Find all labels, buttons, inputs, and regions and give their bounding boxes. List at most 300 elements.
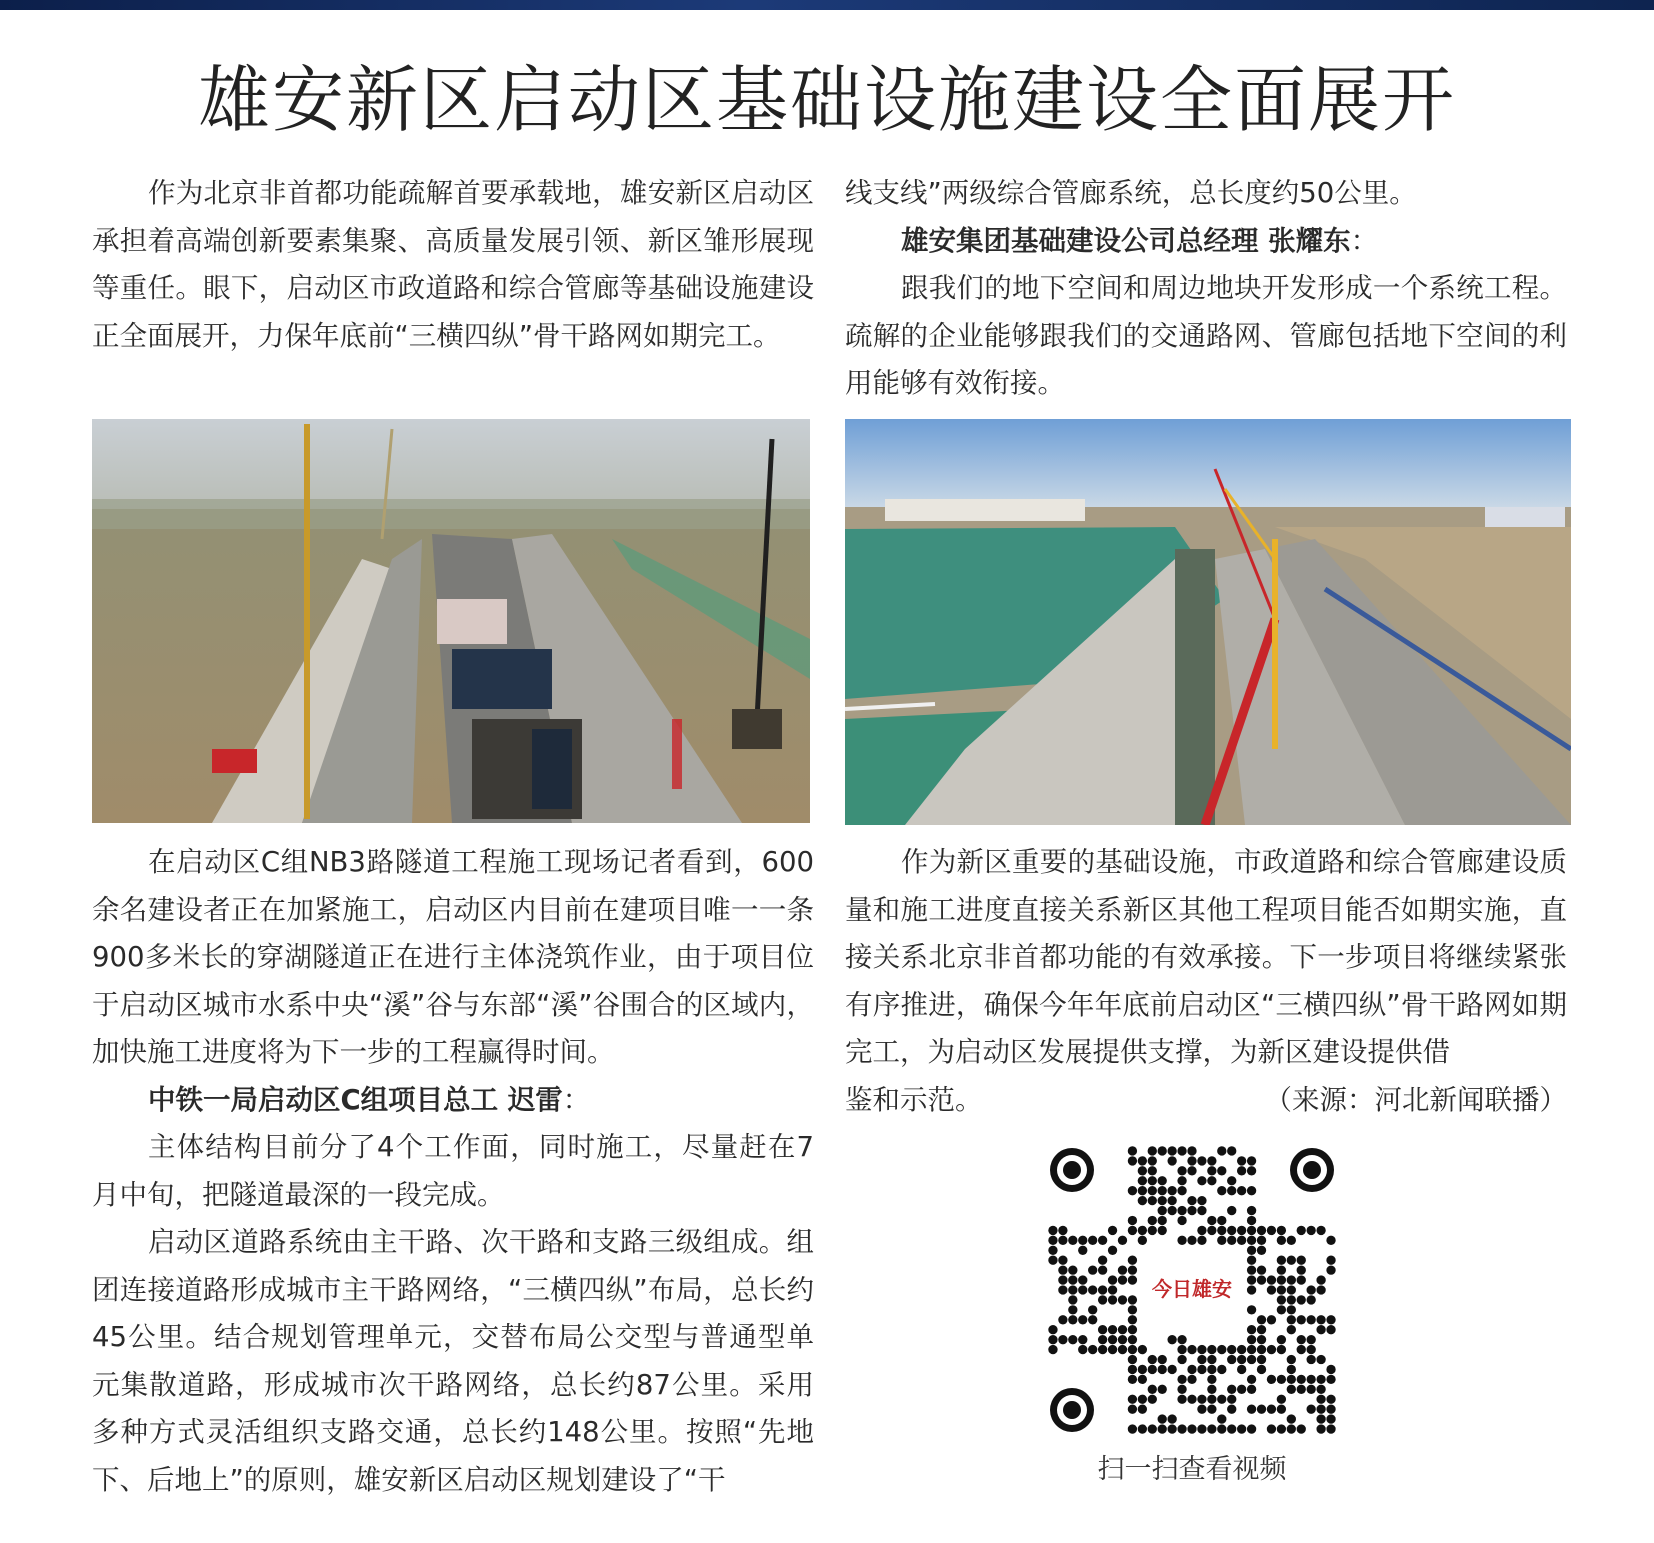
qr-module xyxy=(1207,1405,1216,1414)
qr-module xyxy=(1326,1315,1335,1324)
qr-module xyxy=(1197,1355,1206,1364)
qr-module xyxy=(1257,1315,1266,1324)
utility-tunnel-photo xyxy=(845,419,1571,825)
qr-module xyxy=(1128,1256,1137,1265)
qr-module xyxy=(1167,1365,1176,1374)
qr-module xyxy=(1316,1405,1325,1414)
qr-module xyxy=(1326,1375,1335,1384)
tunnel-construction-photo xyxy=(92,419,810,823)
qr-module xyxy=(1167,1206,1176,1215)
qr-module xyxy=(1247,1335,1256,1344)
qr-module xyxy=(1207,1355,1216,1364)
qr-module xyxy=(1247,1246,1256,1255)
qr-module xyxy=(1197,1365,1206,1374)
qr-module xyxy=(1257,1246,1266,1255)
qr-module xyxy=(1177,1375,1186,1384)
qr-module xyxy=(1058,1256,1067,1265)
qr-module xyxy=(1187,1395,1196,1404)
qr-module xyxy=(1148,1156,1157,1165)
speaker2-quote: 跟我们的地下空间和周边地块开发形成一个系统工程。疏解的企业能够跟我们的交通路网、管廊包括地下空间的利用能够有效衔接。 xyxy=(845,272,1567,399)
qr-module xyxy=(1148,1395,1157,1404)
qr-module xyxy=(1237,1166,1246,1175)
qr-module xyxy=(1108,1335,1117,1344)
qr-module xyxy=(1227,1236,1236,1245)
qr-module xyxy=(1297,1295,1306,1304)
qr-module xyxy=(1128,1295,1137,1304)
top-accent-bar xyxy=(0,0,1654,10)
qr-module xyxy=(1068,1285,1077,1294)
qr-module xyxy=(1177,1385,1186,1394)
qr-module xyxy=(1177,1335,1186,1344)
qr-module xyxy=(1158,1176,1167,1185)
qr-module xyxy=(1068,1295,1077,1304)
qr-module xyxy=(1277,1265,1286,1274)
qr-module xyxy=(1287,1424,1296,1433)
qr-module xyxy=(1267,1275,1276,1284)
qr-module xyxy=(1128,1186,1137,1195)
qr-module xyxy=(1277,1375,1286,1384)
qr-module xyxy=(1326,1395,1335,1404)
qr-module xyxy=(1267,1285,1276,1294)
qr-module xyxy=(1207,1424,1216,1433)
qr-module xyxy=(1128,1146,1137,1155)
qr-module xyxy=(1217,1414,1226,1423)
qr-module xyxy=(1177,1166,1186,1175)
utility-tunnel-photo-image xyxy=(845,419,1571,825)
qr-module xyxy=(1098,1285,1107,1294)
qr-module xyxy=(1138,1186,1147,1195)
conclusion-last-line xyxy=(845,1077,1567,1125)
qr-module xyxy=(1088,1265,1097,1274)
qr-module xyxy=(1207,1375,1216,1384)
qr-module xyxy=(1128,1275,1137,1284)
qr-module xyxy=(1048,1236,1057,1245)
qr-module xyxy=(1326,1256,1335,1265)
qr-module xyxy=(1257,1355,1266,1364)
qr-module xyxy=(1247,1325,1256,1334)
qr-module xyxy=(1078,1335,1087,1344)
qr-module xyxy=(1297,1385,1306,1394)
left-column-bottom xyxy=(92,839,814,1504)
speaker2-name: 雄安集团基础建设公司总经理 张耀东 xyxy=(901,224,1351,257)
qr-module xyxy=(1128,1355,1137,1364)
qr-module xyxy=(1247,1305,1256,1314)
qr-module xyxy=(1287,1285,1296,1294)
qr-finder-bottom-left xyxy=(1050,1388,1094,1432)
qr-module xyxy=(1217,1345,1226,1354)
qr-module xyxy=(1227,1146,1236,1155)
qr-module xyxy=(1197,1424,1206,1433)
qr-module xyxy=(1138,1365,1147,1374)
qr-module xyxy=(1128,1315,1137,1324)
qr-module xyxy=(1177,1216,1186,1225)
qr-module xyxy=(1227,1405,1236,1414)
qr-module xyxy=(1287,1236,1296,1245)
qr-module xyxy=(1307,1405,1316,1414)
qr-module xyxy=(1098,1265,1107,1274)
qr-module xyxy=(1287,1355,1296,1364)
qr-module xyxy=(1237,1236,1246,1245)
qr-module xyxy=(1227,1206,1236,1215)
qr-module xyxy=(1078,1246,1087,1255)
qr-module xyxy=(1287,1414,1296,1423)
tunnel-paragraph: 在启动区C组NB3路隧道工程施工现场记者看到，600余名建设者正在加紧施工，启动区内目前在建项目唯一一条900多米长的穿湖隧道正在进行主体浇筑作业，由于项目位于启动区城市水系中央“溪”谷与东部“溪”谷围合的区域内，加快施工进度将为下一步的工程赢得时间。 xyxy=(92,846,814,1068)
qr-module xyxy=(1048,1345,1057,1354)
qr-module xyxy=(1307,1295,1316,1304)
qr-module xyxy=(1307,1385,1316,1394)
qr-module xyxy=(1048,1325,1057,1334)
qr-module xyxy=(1257,1275,1266,1284)
qr-module xyxy=(1128,1265,1137,1274)
qr-module xyxy=(1098,1256,1107,1265)
qr-module xyxy=(1277,1395,1286,1404)
qr-module xyxy=(1297,1315,1306,1324)
qr-module xyxy=(1197,1226,1206,1235)
qr-module xyxy=(1058,1315,1067,1324)
qr-module xyxy=(1108,1325,1117,1334)
speaker1-name: 中铁一局启动区C组项目总工 迟雷 xyxy=(148,1083,563,1116)
qr-module xyxy=(1227,1395,1236,1404)
qr-module xyxy=(1088,1236,1097,1245)
qr-module xyxy=(1128,1305,1137,1314)
qr-module xyxy=(1187,1365,1196,1374)
qr-module xyxy=(1138,1375,1147,1384)
qr-module xyxy=(1158,1424,1167,1433)
qr-module xyxy=(1217,1216,1226,1225)
qr-module xyxy=(1287,1325,1296,1334)
qr-module xyxy=(1316,1275,1325,1284)
qr-module xyxy=(1148,1176,1157,1185)
qr-module xyxy=(1277,1405,1286,1414)
qr-module xyxy=(1297,1424,1306,1433)
qr-module xyxy=(1177,1355,1186,1364)
qr-module xyxy=(1138,1226,1147,1235)
qr-module xyxy=(1128,1365,1137,1374)
qr-module xyxy=(1287,1365,1296,1374)
qr-module xyxy=(1316,1395,1325,1404)
qr-module xyxy=(1247,1186,1256,1195)
qr-module xyxy=(1247,1424,1256,1433)
right-column-bottom xyxy=(845,839,1567,1124)
qr-module xyxy=(1167,1335,1176,1344)
qr-module xyxy=(1128,1325,1137,1334)
qr-module xyxy=(1316,1285,1325,1294)
qr-module xyxy=(1148,1424,1157,1433)
qr-module xyxy=(1237,1186,1246,1195)
qr-module xyxy=(1158,1186,1167,1195)
qr-module xyxy=(1187,1166,1196,1175)
qr-module xyxy=(1257,1335,1266,1344)
qr-module xyxy=(1158,1216,1167,1225)
qr-module xyxy=(1158,1226,1167,1235)
qr-module xyxy=(1128,1405,1137,1414)
qr-module xyxy=(1068,1315,1077,1324)
qr-module xyxy=(1207,1156,1216,1165)
qr-module xyxy=(1098,1335,1107,1344)
qr-module xyxy=(1227,1226,1236,1235)
qr-module xyxy=(1138,1405,1147,1414)
qr-module xyxy=(1217,1236,1226,1245)
qr-module xyxy=(1287,1385,1296,1394)
qr-module xyxy=(1158,1146,1167,1155)
conclusion-tail: 鉴和示范。 xyxy=(845,1083,983,1116)
qr-module xyxy=(1068,1305,1077,1314)
qr-module xyxy=(1307,1315,1316,1324)
qr-module xyxy=(1257,1365,1266,1374)
qr-code[interactable] xyxy=(1048,1146,1336,1434)
qr-module xyxy=(1187,1206,1196,1215)
qr-module xyxy=(1187,1196,1196,1205)
qr-module xyxy=(1316,1315,1325,1324)
qr-module xyxy=(1326,1365,1335,1374)
qr-module xyxy=(1267,1424,1276,1433)
qr-module xyxy=(1277,1345,1286,1354)
qr-module xyxy=(1167,1196,1176,1205)
qr-module xyxy=(1088,1305,1097,1314)
qr-module xyxy=(1128,1216,1137,1225)
qr-module xyxy=(1068,1275,1077,1284)
qr-module xyxy=(1307,1285,1316,1294)
qr-module xyxy=(1316,1424,1325,1433)
qr-module xyxy=(1227,1424,1236,1433)
qr-module xyxy=(1207,1385,1216,1394)
qr-module xyxy=(1307,1375,1316,1384)
qr-module xyxy=(1326,1405,1335,1414)
qr-module xyxy=(1118,1345,1127,1354)
qr-module xyxy=(1277,1305,1286,1314)
qr-module xyxy=(1197,1196,1206,1205)
qr-module xyxy=(1048,1335,1057,1344)
qr-module xyxy=(1128,1395,1137,1404)
qr-logo-text: 今日雄安 xyxy=(1152,1277,1232,1301)
qr-module xyxy=(1207,1345,1216,1354)
qr-module xyxy=(1316,1385,1325,1394)
qr-module xyxy=(1158,1206,1167,1215)
qr-module xyxy=(1277,1275,1286,1284)
qr-module xyxy=(1148,1385,1157,1394)
qr-module xyxy=(1316,1325,1325,1334)
tunnel-construction-photo-image xyxy=(92,419,810,823)
qr-caption: 扫一扫查看视频 xyxy=(1097,1454,1287,1485)
qr-module xyxy=(1138,1176,1147,1185)
qr-module xyxy=(1307,1345,1316,1354)
qr-module xyxy=(1118,1325,1127,1334)
qr-module xyxy=(1297,1335,1306,1344)
qr-module xyxy=(1138,1156,1147,1165)
qr-module xyxy=(1108,1295,1117,1304)
qr-module xyxy=(1187,1236,1196,1245)
qr-module xyxy=(1177,1395,1186,1404)
qr-module xyxy=(1267,1226,1276,1235)
qr-module xyxy=(1307,1335,1316,1344)
qr-module xyxy=(1267,1345,1276,1354)
qr-module xyxy=(1217,1146,1226,1155)
qr-module xyxy=(1078,1275,1087,1284)
qr-module xyxy=(1138,1196,1147,1205)
qr-module xyxy=(1138,1345,1147,1354)
qr-module xyxy=(1247,1405,1256,1414)
qr-module xyxy=(1247,1275,1256,1284)
qr-module xyxy=(1187,1146,1196,1155)
qr-module xyxy=(1297,1345,1306,1354)
qr-module xyxy=(1098,1236,1107,1245)
qr-module xyxy=(1326,1325,1335,1334)
qr-module xyxy=(1316,1375,1325,1384)
qr-module xyxy=(1167,1414,1176,1423)
qr-module xyxy=(1227,1385,1236,1394)
qr-module xyxy=(1058,1226,1067,1235)
qr-module xyxy=(1058,1265,1067,1274)
intro-paragraph: 作为北京非首都功能疏解首要承载地，雄安新区启动区承担着高端创新要素集聚、高质量发展引领、新区雏形展现等重任。眼下，启动区市政道路和综合管廊等基础设施建设正全面展开，力保年底前“三横四纵”骨干路网如期完工。 xyxy=(92,177,814,352)
qr-module xyxy=(1237,1424,1246,1433)
qr-module xyxy=(1197,1156,1206,1165)
qr-module xyxy=(1158,1414,1167,1423)
conclusion-paragraph: 作为新区重要的基础设施，市政道路和综合管廊建设质量和施工进度直接关系新区其他工程项目能否如期实施，直接关系北京非首都功能的有效承接。下一步项目将继续紧张有序推进，确保今年年底前启动区“三横四纵”骨干路网如期完工，为启动区发展提供支撑，为新区建设提供借 xyxy=(845,846,1567,1068)
qr-module xyxy=(1217,1395,1226,1404)
qr-module xyxy=(1197,1395,1206,1404)
qr-module xyxy=(1247,1355,1256,1364)
qr-module xyxy=(1058,1335,1067,1344)
qr-module xyxy=(1187,1345,1196,1354)
qr-module xyxy=(1307,1355,1316,1364)
qr-module xyxy=(1108,1275,1117,1284)
qr-module xyxy=(1277,1236,1286,1245)
qr-module xyxy=(1247,1345,1256,1354)
qr-module xyxy=(1158,1196,1167,1205)
qr-module xyxy=(1207,1176,1216,1185)
qr-module xyxy=(1227,1355,1236,1364)
qr-module xyxy=(1128,1335,1137,1344)
qr-module xyxy=(1287,1305,1296,1314)
qr-module xyxy=(1287,1275,1296,1284)
qr-module xyxy=(1158,1365,1167,1374)
qr-module xyxy=(1098,1295,1107,1304)
qr-module xyxy=(1237,1355,1246,1364)
qr-module xyxy=(1197,1176,1206,1185)
qr-module xyxy=(1177,1206,1186,1215)
speaker2-colon: ： xyxy=(1350,224,1379,257)
qr-module xyxy=(1197,1236,1206,1245)
qr-module xyxy=(1167,1156,1176,1165)
qr-module xyxy=(1048,1256,1057,1265)
qr-module xyxy=(1257,1236,1266,1245)
qr-module xyxy=(1247,1265,1256,1274)
qr-module xyxy=(1227,1345,1236,1354)
qr-module xyxy=(1237,1156,1246,1165)
qr-module xyxy=(1287,1375,1296,1384)
qr-module xyxy=(1287,1295,1296,1304)
qr-module xyxy=(1098,1345,1107,1354)
qr-module xyxy=(1167,1424,1176,1433)
qr-module xyxy=(1177,1424,1186,1433)
qr-module xyxy=(1078,1315,1087,1324)
qr-module xyxy=(1237,1226,1246,1235)
qr-module xyxy=(1197,1405,1206,1414)
qr-module xyxy=(1326,1265,1335,1274)
qr-module xyxy=(1148,1186,1157,1195)
qr-module xyxy=(1287,1256,1296,1265)
qr-finder-top-right xyxy=(1290,1148,1334,1192)
qr-module xyxy=(1247,1236,1256,1245)
source-credit: （来源：河北新闻联播） xyxy=(1264,1083,1567,1116)
qr-module xyxy=(1148,1365,1157,1374)
qr-module xyxy=(1197,1206,1206,1215)
qr-module xyxy=(1158,1355,1167,1364)
speaker1-quote: 主体结构目前分了4个工作面，同时施工，尽量赶在7月中旬，把隧道最深的一段完成。 xyxy=(92,1131,814,1211)
qr-module xyxy=(1118,1265,1127,1274)
qr-module xyxy=(1326,1414,1335,1423)
qr-module xyxy=(1148,1196,1157,1205)
qr-module xyxy=(1138,1166,1147,1175)
qr-module xyxy=(1088,1285,1097,1294)
qr-module xyxy=(1108,1226,1117,1235)
qr-module xyxy=(1257,1325,1266,1334)
qr-module xyxy=(1287,1315,1296,1324)
qr-module xyxy=(1118,1275,1127,1284)
qr-module xyxy=(1277,1335,1286,1344)
qr-module xyxy=(1177,1146,1186,1155)
qr-module xyxy=(1088,1315,1097,1324)
qr-module xyxy=(1267,1375,1276,1384)
qr-module xyxy=(1128,1156,1137,1165)
qr-module xyxy=(1247,1156,1256,1165)
qr-module xyxy=(1316,1226,1325,1235)
qr-module xyxy=(1128,1424,1137,1433)
qr-module xyxy=(1297,1275,1306,1284)
qr-module xyxy=(1277,1256,1286,1265)
qr-module xyxy=(1247,1375,1256,1384)
qr-module xyxy=(1148,1216,1157,1225)
qr-module xyxy=(1138,1424,1147,1433)
qr-module xyxy=(1247,1226,1256,1235)
qr-module xyxy=(1297,1375,1306,1384)
qr-module xyxy=(1217,1365,1226,1374)
qr-module xyxy=(1217,1424,1226,1433)
qr-module xyxy=(1207,1216,1216,1225)
qr-module xyxy=(1118,1236,1127,1245)
speaker1-line xyxy=(92,1077,814,1125)
qr-module xyxy=(1307,1226,1316,1235)
qr-module xyxy=(1237,1365,1246,1374)
qr-module xyxy=(1187,1424,1196,1433)
qr-module xyxy=(1148,1146,1157,1155)
qr-finder-top-left xyxy=(1050,1148,1094,1192)
speaker2-line xyxy=(845,218,1567,266)
qr-module xyxy=(1048,1246,1057,1255)
qr-module xyxy=(1247,1166,1256,1175)
speaker1-colon: ： xyxy=(562,1083,591,1116)
qr-module xyxy=(1227,1176,1236,1185)
qr-module xyxy=(1148,1166,1157,1175)
qr-module xyxy=(1316,1355,1325,1364)
qr-module xyxy=(1297,1256,1306,1265)
qr-module xyxy=(1088,1345,1097,1354)
qr-module xyxy=(1237,1345,1246,1354)
qr-module xyxy=(1257,1405,1266,1414)
qr-module xyxy=(1128,1345,1137,1354)
qr-module xyxy=(1257,1265,1266,1274)
article-title: 雄安新区启动区基础设施建设全面展开 xyxy=(197,58,1456,142)
qr-module xyxy=(1247,1385,1256,1394)
qr-module xyxy=(1247,1285,1256,1294)
qr-module xyxy=(1197,1345,1206,1354)
qr-module xyxy=(1277,1424,1286,1433)
qr-module xyxy=(1167,1186,1176,1195)
qr-module xyxy=(1217,1186,1226,1195)
road-system-paragraph: 启动区道路系统由主干路、次干路和支路三级组成。组团连接道路形成城市主干路网络，“三横四纵”布局，总长约45公里。结合规划管理单元，交替布局公交型与普通型单元集散道路，形成城市次干路网络，总长约87公里。采用多种方式灵活组织支路交通，总长约148公里。按照“先地下、后地上”的原则，雄安新区启动区规划建设了“干 xyxy=(92,1226,814,1496)
qr-module xyxy=(1247,1216,1256,1225)
qr-module xyxy=(1138,1395,1147,1404)
